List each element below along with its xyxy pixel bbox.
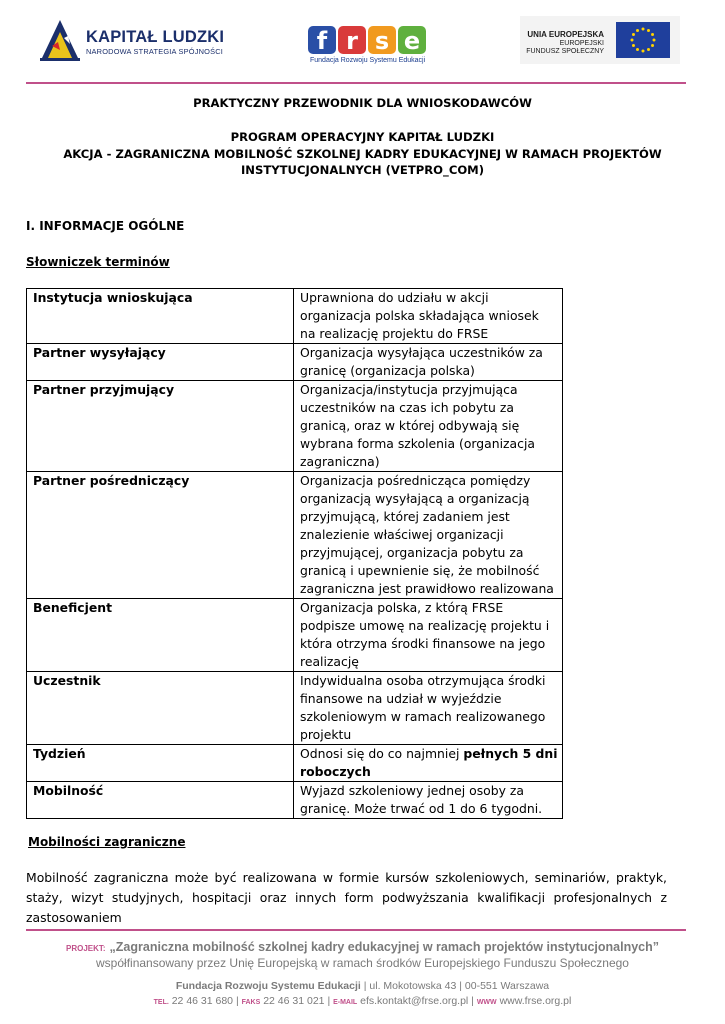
project-label: PROJEKT:: [65, 944, 106, 953]
program-line2: AKCJA - ZAGRANICZNA MOBILNOŚĆ SZKOLNEJ KADRY EDUKACYJNEJ W RAMACH PROJEKTÓW INSTYTUCJONALNYCH (VETPRO_COM): [63, 146, 662, 177]
fax-value: 22 46 31 021: [263, 995, 325, 1007]
definition-cell: [294, 745, 563, 782]
glossary-table: [26, 288, 563, 819]
definition-cell: Wyjazd szkoleniowy jednej osoby za granicę. Może trwać od 1 do 6 tygodni.: [294, 782, 563, 819]
fax-label: FAKS: [241, 999, 261, 1006]
email-link[interactable]: efs.kontakt@frse.org.pl: [360, 995, 469, 1007]
term-cell: Partner wysyłający: [27, 344, 294, 381]
term-cell: Uczestnik: [27, 672, 294, 745]
document-title: PRAKTYCZNY PRZEWODNIK DLA WNIOSKODAWCÓW: [193, 96, 532, 110]
footer-contacts: TEL. 22 46 31 680 | FAKS 22 46 31 021 | E-MAIL efs.kontakt@frse.org.pl | WWW www.frse.org.pl: [153, 995, 572, 1007]
kapital-ludzki-title: KAPITAŁ LUDZKI: [86, 28, 225, 46]
eu-star-icon: [636, 29, 639, 32]
definition-cell: Indywidualna osoba otrzymująca środki finansowe na udział w wyjeździe szkoleniowym w ramach realizowanego projektu: [294, 672, 563, 745]
svg-text:f: f: [316, 27, 328, 55]
tel-label: TEL.: [153, 999, 169, 1006]
term-cell: Instytucja wnioskująca: [27, 289, 294, 344]
www-label: WWW: [476, 999, 497, 1006]
glossary-heading: Słowniczek terminów: [26, 255, 170, 269]
eu-title: UNIA EUROPEJSKA: [527, 30, 604, 39]
eu-star-icon: [651, 33, 654, 36]
tel-value: 22 46 31 680: [171, 995, 234, 1007]
table-row: [27, 472, 563, 599]
eu-star-icon: [631, 39, 634, 42]
eu-star-icon: [642, 28, 645, 31]
definition-emphasis: pełnych 5 dni roboczych: [300, 746, 558, 779]
svg-text:r: r: [346, 27, 358, 55]
footer-divider: [26, 929, 686, 931]
eu-flag-icon: [616, 22, 670, 58]
frse-caption: Fundacja Rozwoju Systemu Edukacji: [310, 57, 426, 64]
header-divider: [26, 82, 686, 84]
eu-fund-name: [526, 40, 604, 56]
svg-text:e: e: [403, 27, 421, 55]
table-row: [27, 782, 563, 819]
table-row: [27, 745, 563, 782]
term-cell: Mobilność: [27, 782, 294, 819]
program-heading: [40, 129, 685, 179]
frse-logo: [300, 22, 440, 70]
project-title: „Zagraniczna mobilność szkolnej kadry edukacyjnej w ramach projektów instytucjonalnych”: [109, 940, 660, 954]
svg-text:s: s: [374, 27, 390, 55]
eu-star-icon: [642, 50, 645, 53]
eu-logo: [520, 16, 680, 64]
frse-wordmark-icon: [300, 22, 440, 56]
eu-fund-line2: FUNDUSZ SPOŁECZNY: [526, 48, 604, 55]
program-line1: PROGRAM OPERACYJNY KAPITAŁ LUDZKI: [230, 130, 495, 144]
mobility-heading: Mobilności zagraniczne: [28, 835, 186, 849]
mobility-paragraph: Mobilność zagraniczna może być realizowana w formie kursów szkoleniowych, seminariów, praktyk, staży, wizyt studyjnych, hospitacji oraz innych form podwyższania kwalifikacji profesjonalnych z zastosowaniem: [26, 870, 667, 925]
definition-cell: Uprawniona do udziału w akcji organizacja polska składająca wniosek na realizację projektu do FRSE: [294, 289, 563, 344]
term-cell: Tydzień: [27, 745, 294, 782]
definition-cell: Organizacja wysyłająca uczestników za granicę (organizacja polska): [294, 344, 563, 381]
section-heading: I. INFORMACJE OGÓLNE: [26, 219, 185, 233]
org-address: ul. Mokotowska 43 | 00-551 Warszawa: [369, 980, 550, 992]
table-row: [27, 344, 563, 381]
term-cell: Partner przyjmujący: [27, 381, 294, 472]
definition-cell: Organizacja pośrednicząca pomiędzy organizacją wysyłającą a organizacją przyjmującą, której zadaniem jest znalezienie właściwej organizacji przyjmującej, organizacja pobytu za granicą i upewnienie się, że mobilność zagraniczna jest prawidłowo realizowana: [294, 472, 563, 599]
footer-cofinanced: współfinansowany przez Unię Europejską w ramach środków Europejskiego Funduszu Społecznego: [96, 956, 629, 970]
eu-star-icon: [647, 48, 650, 51]
email-label: E-MAIL: [333, 999, 358, 1006]
eu-star-icon: [647, 29, 650, 32]
kapital-ludzki-logo: [38, 18, 238, 70]
table-row: [27, 672, 563, 745]
eu-star-icon: [632, 44, 635, 47]
eu-star-icon: [632, 33, 635, 36]
table-row: [27, 599, 563, 672]
kapital-ludzki-emblem-icon: [38, 18, 82, 68]
kapital-ludzki-subtitle: NARODOWA STRATEGIA SPÓJNOŚCI: [86, 47, 224, 56]
definition-text: Odnosi się do co najmniej: [300, 746, 464, 761]
www-link[interactable]: www.frse.org.pl: [499, 995, 572, 1007]
eu-star-icon: [653, 39, 656, 42]
eu-star-icon: [636, 48, 639, 51]
table-row: [27, 289, 563, 344]
footer-project: [0, 940, 725, 954]
eu-fund-line1: EUROPEJSKI: [559, 40, 604, 47]
term-cell: Beneficjent: [27, 599, 294, 672]
definition-cell: Organizacja/instytucja przyjmująca uczestników na czas ich pobytu za granicą, oraz w której odbywają się wybrana forma szkolenia (organizacja zagraniczna): [294, 381, 563, 472]
term-cell: Partner pośredniczący: [27, 472, 294, 599]
org-name: Fundacja Rozwoju Systemu Edukacji: [175, 980, 361, 992]
footer-address: Fundacja Rozwoju Systemu Edukacji | ul. Mokotowska 43 | 00-551 Warszawa: [175, 980, 550, 992]
eu-star-icon: [651, 44, 654, 47]
definition-cell: Organizacja polska, z którą FRSE podpisze umowę na realizację projektu i która otrzyma środki finansowe na jego realizację: [294, 599, 563, 672]
table-row: [27, 381, 563, 472]
